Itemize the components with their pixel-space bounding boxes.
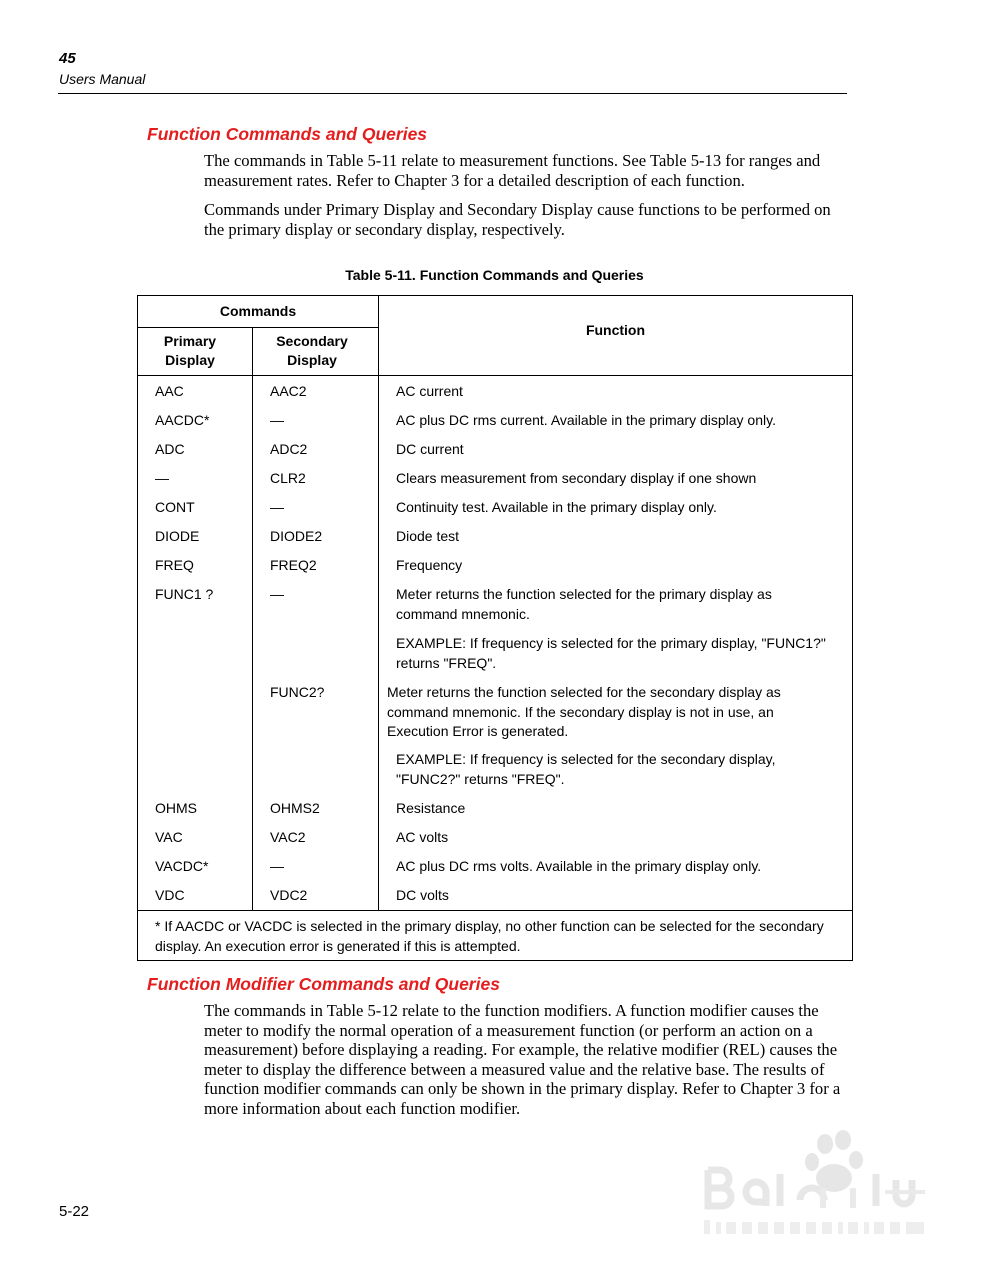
row-aac-primary: AAC: [155, 383, 184, 399]
table-header-rule: [138, 375, 852, 376]
section-heading-function-commands: Function Commands and Queries: [147, 124, 428, 144]
table-header-subrule: [138, 327, 378, 328]
section1-paragraph-2: Commands under Primary Display and Secondary Display cause functions to be performed on the primary display or secondary display, respectively.: [204, 200, 831, 239]
row-ohms-secondary: OHMS2: [270, 800, 320, 816]
row-func1-secondary: —: [270, 586, 284, 602]
row-vac-secondary: VAC2: [270, 829, 306, 845]
section2-paragraph-1: The commands in Table 5-12 relate to the function modifiers. A function modifier causes the meter to modify the normal operation of a measurement function (or perform an action on a measurement) before displaying a reading. For example, the relative modifier (REL) causes the meter to display the difference between a measured value and the relative base. The results of function modifier commands can only be shown in the primary display. Refer to Chapter 3 for a more information about each function modifier.: [204, 1001, 841, 1118]
row-vdc-secondary: VDC2: [270, 887, 308, 903]
footer-page-label: 5-22: [59, 1203, 90, 1220]
row-func2-secondary: FUNC2?: [270, 684, 325, 700]
section-heading-function-modifier: Function Modifier Commands and Queries: [147, 974, 500, 994]
row-func2-example: EXAMPLE: If frequency is selected for the secondary display, "FUNC2?" returns "FREQ".: [396, 751, 776, 787]
row-aacdc-secondary: —: [270, 412, 284, 428]
row-freq-secondary: FREQ2: [270, 557, 317, 573]
row-clr2-function: Clears measurement from secondary display if one shown: [396, 470, 757, 486]
row-aacdc-primary: AACDC*: [155, 412, 210, 428]
header-page-number: 45: [59, 50, 76, 67]
row-clr2-secondary: CLR2: [270, 470, 306, 486]
row-vdc-function: DC volts: [396, 887, 449, 903]
row-func1-primary: FUNC1 ?: [155, 586, 214, 602]
row-ohms-primary: OHMS: [155, 800, 197, 816]
row-cont-function: Continuity test. Available in the primary display only.: [396, 499, 717, 515]
table-header-secondary-display: Secondary Display: [276, 333, 348, 368]
row-cont-primary: CONT: [155, 499, 195, 515]
row-adc-secondary: ADC2: [270, 441, 308, 457]
row-vacdc-function: AC plus DC rms volts. Available in the primary display only.: [396, 858, 762, 874]
row-diode-primary: DIODE: [155, 528, 200, 544]
header-rule: [58, 93, 847, 94]
row-aac-function: AC current: [396, 383, 463, 399]
row-func2-function: Meter returns the function selected for the secondary display as command mnemonic. If the secondary display is not in use, an Execution Error is generated.: [387, 684, 781, 739]
row-adc-primary: ADC: [155, 441, 185, 457]
table-divider-secondary: [252, 328, 253, 911]
row-freq-primary: FREQ: [155, 557, 194, 573]
header-manual-title: Users Manual: [59, 71, 146, 87]
function-commands-table: [137, 295, 853, 961]
table-divider-function: [378, 296, 379, 911]
row-ohms-function: Resistance: [396, 800, 466, 816]
section1-paragraph-1: The commands in Table 5-11 relate to measurement functions. See Table 5-13 for ranges and measurement rates. Refer to Chapter 3 for a detailed description of each function.: [204, 151, 821, 190]
row-vac-primary: VAC: [155, 829, 183, 845]
row-clr2-primary: —: [155, 470, 169, 486]
row-adc-function: DC current: [396, 441, 464, 457]
row-diode-function: Diode test: [396, 528, 460, 544]
table-footnote-rule: [138, 910, 852, 911]
row-vdc-primary: VDC: [155, 887, 185, 903]
row-cont-secondary: —: [270, 499, 284, 515]
row-func1-function: Meter returns the function selected for the primary display as command mnemonic.: [396, 586, 772, 622]
row-vac-function: AC volts: [396, 829, 449, 845]
table-caption: Table 5-11. Function Commands and Queries: [345, 267, 644, 283]
table-header-commands: Commands: [219, 303, 297, 319]
table-footnote: * If AACDC or VACDC is selected in the primary display, no other function can be selected for the secondary display. An execution error is generated if this is attempted.: [155, 918, 824, 954]
row-aacdc-function: AC plus DC rms current. Available in the primary display only.: [396, 412, 776, 428]
row-vacdc-secondary: —: [270, 858, 284, 874]
row-aac-secondary: AAC2: [270, 383, 307, 399]
table-header-function: Function: [585, 322, 646, 338]
row-vacdc-primary: VACDC*: [155, 858, 209, 874]
row-diode-secondary: DIODE2: [270, 528, 323, 544]
row-freq-function: Frequency: [396, 557, 463, 573]
table-header-primary-display: Primary Display: [163, 333, 217, 368]
row-func1-example: EXAMPLE: If frequency is selected for the primary display, "FUNC1?" returns "FREQ".: [396, 635, 826, 671]
baidu-watermark: [700, 1130, 930, 1240]
